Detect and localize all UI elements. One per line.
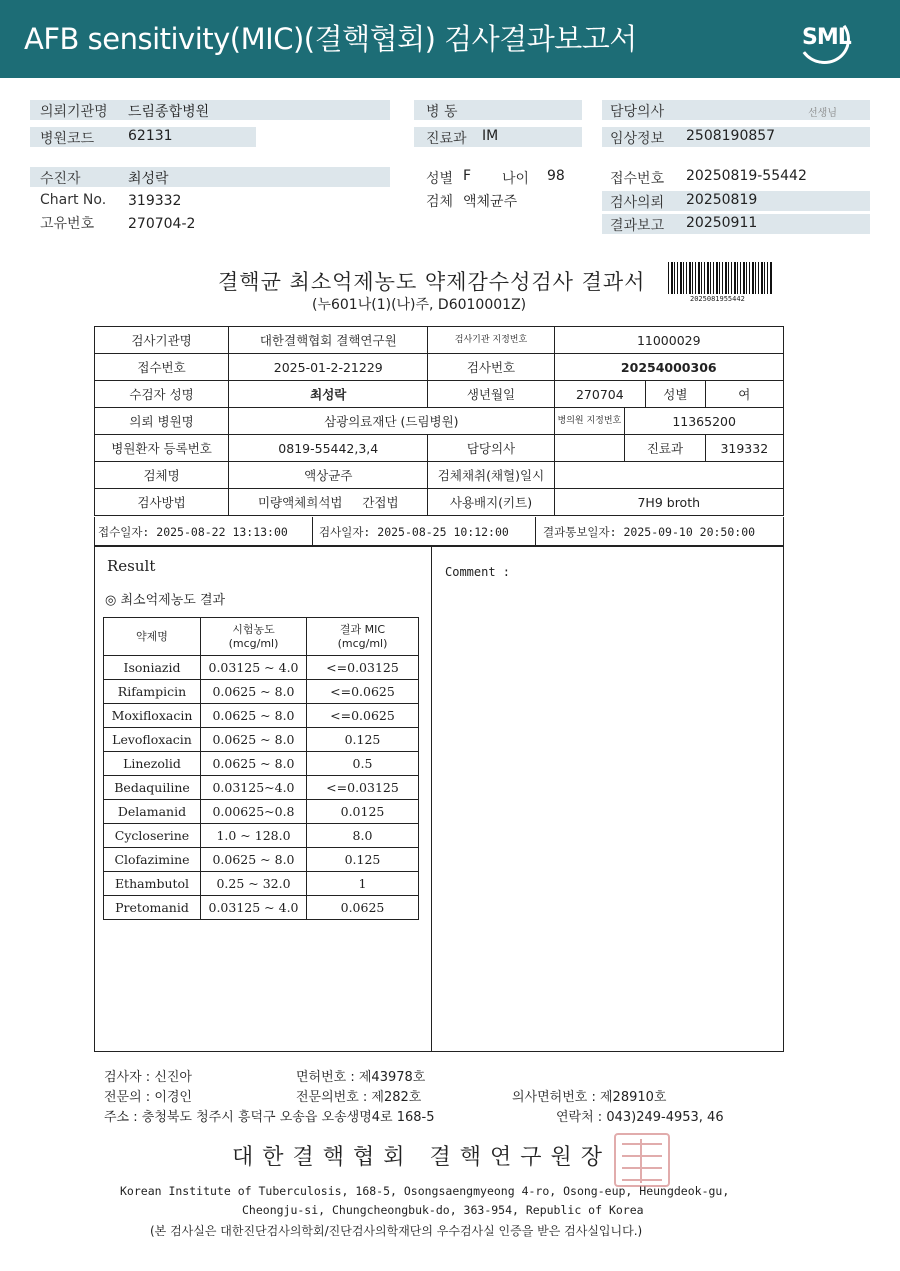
drug-name-cell: Linezolid (104, 752, 201, 776)
lab-label: 검사기관명 (95, 327, 229, 354)
sml-logo (794, 12, 856, 66)
patient-value: 최성락 (128, 171, 169, 187)
test-range-cell: 0.25 ~ 32.0 (201, 872, 307, 896)
range-header-text: 시험농도 (232, 622, 275, 636)
drug-name-cell: Bedaquiline (104, 776, 201, 800)
header-bar (0, 0, 900, 78)
lab-value: 대한결핵협회 결핵연구원 (229, 327, 428, 354)
report-label: 결과보고 (610, 218, 665, 234)
hospital-name-label: 의뢰 병원명 (95, 408, 229, 435)
comment-label: Comment : (445, 565, 511, 579)
test-no-value: 20254000306 (554, 354, 783, 381)
range-header-unit: (mcg/ml) (228, 636, 279, 650)
report-subtitle: (누601나(1)(나)주, D6010001Z) (312, 297, 527, 313)
drug-name-cell: Clofazimine (104, 848, 201, 872)
institution-label: 의뢰기관명 (40, 104, 108, 120)
hospital-code-value: 62131 (128, 128, 173, 144)
mic-header-row (104, 618, 419, 656)
doctor-cell-value (554, 435, 625, 462)
receipt-value: 20250819-55442 (686, 168, 807, 184)
receipt-label: 접수번호 (610, 171, 665, 187)
mic-result-cell: 0.0625 (307, 896, 419, 920)
collect-label: 검체채취(채혈)일시 (428, 462, 554, 489)
mic-header (307, 618, 419, 656)
mic-result-cell: 1 (307, 872, 419, 896)
dates-row (94, 517, 784, 546)
license-no: 면허번호 : 제43978호 (296, 1070, 426, 1085)
test-range-cell: 0.03125~4.0 (201, 776, 307, 800)
lab-code-value: 11000029 (554, 327, 783, 354)
clinical-label: 임상정보 (610, 131, 665, 147)
drug-name-cell: Isoniazid (104, 656, 201, 680)
drug-name-cell: Delamanid (104, 800, 201, 824)
patient-bar (30, 167, 390, 187)
certification-note: (본 검사실은 대한진단검사의학회/진단검사의학재단의 우수검사실 인증을 받은 검사실입니다.) (150, 1224, 643, 1238)
test-range-cell: 0.00625~0.8 (201, 800, 307, 824)
specialist: 전문의 : 이경인 (104, 1090, 192, 1105)
mic-result-cell: <=0.03125 (307, 776, 419, 800)
drug-name-cell: Levofloxacin (104, 728, 201, 752)
age-value: 98 (547, 168, 565, 184)
test-range-cell: 0.0625 ~ 8.0 (201, 680, 307, 704)
drug-name-cell: Ethambutol (104, 872, 201, 896)
mic-row (104, 848, 419, 872)
mic-result-cell: 0.0125 (307, 800, 419, 824)
hospital-designation-label: 병의원 지정번호 (554, 408, 625, 435)
specimen-value: 액체균주 (463, 194, 518, 210)
sex-value-cell: 여 (705, 381, 783, 408)
lab-code-label: 검사기관 지정번호 (428, 327, 554, 354)
mic-row (104, 776, 419, 800)
mic-row (104, 728, 419, 752)
method-label: 검사방법 (95, 489, 229, 516)
hospital-code-label: 병원코드 (40, 131, 95, 147)
test-range-cell: 0.03125 ~ 4.0 (201, 896, 307, 920)
date-divider (312, 517, 313, 545)
range-header (201, 618, 307, 656)
specimen-name-label: 검체명 (95, 462, 229, 489)
ward-label: 병 동 (426, 104, 458, 120)
test-range-cell: 1.0 ~ 128.0 (201, 824, 307, 848)
address: 주소 : 충청북도 청주시 흥덕구 오송읍 오송생명4로 168-5 (104, 1110, 435, 1125)
logo-text: SML (802, 25, 851, 50)
mic-row (104, 872, 419, 896)
method-secondary: 간접법 (362, 495, 399, 510)
drug-name-cell: Cycloserine (104, 824, 201, 848)
test-date: 검사일자: 2025-08-25 10:12:00 (319, 525, 509, 539)
receipt-no-value: 2025-01-2-21229 (229, 354, 428, 381)
receipt-no-label: 접수번호 (95, 354, 229, 381)
mic-result-cell: 0.5 (307, 752, 419, 776)
drug-name-cell: Rifampicin (104, 680, 201, 704)
mic-row (104, 824, 419, 848)
sex-label-cell: 성별 (646, 381, 705, 408)
test-range-cell: 0.0625 ~ 8.0 (201, 848, 307, 872)
mic-result-cell: <=0.0625 (307, 704, 419, 728)
drug-name-cell: Moxifloxacin (104, 704, 201, 728)
institution-value: 드림종합병원 (128, 104, 210, 120)
doctor-license: 의사면허번호 : 제28910호 (512, 1090, 667, 1105)
result-box (94, 546, 784, 1052)
birth-label: 생년월일 (428, 381, 554, 408)
mic-row (104, 656, 419, 680)
hospital-name-value: 삼광의료재단 (드림병원) (229, 408, 554, 435)
mic-result-cell: <=0.03125 (307, 656, 419, 680)
mic-header-unit: (mcg/ml) (337, 636, 388, 650)
unique-label: 고유번호 (40, 216, 95, 232)
phone: 연락처 : 043)249-4953, 46 (556, 1110, 724, 1125)
dept-cell-value: 319332 (705, 435, 783, 462)
mic-header-text: 결과 MIC (339, 622, 386, 636)
english-address-line1: Korean Institute of Tuberculosis, 168-5, Osongsaengmyeong 4-ro, Osong-eup, Heungdeok-gu, (120, 1184, 730, 1198)
age-label: 나이 (502, 171, 530, 187)
doctor-cell-label: 담당의사 (428, 435, 554, 462)
mic-row (104, 704, 419, 728)
method-value (229, 489, 428, 516)
dept-label: 진료과 (426, 131, 467, 147)
mic-result-cell: 0.125 (307, 728, 419, 752)
test-range-cell: 0.0625 ~ 8.0 (201, 752, 307, 776)
dept-cell-label: 진료과 (625, 435, 705, 462)
method-primary: 미량액체희석법 (257, 495, 343, 510)
collect-value (554, 462, 783, 489)
doctor-label: 담당의사 (610, 104, 665, 120)
kit-value: 7H9 broth (554, 489, 783, 516)
result-heading: Result (107, 557, 156, 575)
name-value: 최성락 (229, 381, 428, 408)
english-address-line2: Cheongju-si, Chungcheongbuk-do, 363-954, Republic of Korea (242, 1203, 644, 1217)
report-title: 결핵균 최소억제농도 약제감수성검사 결과서 (218, 270, 646, 294)
birth-value: 270704 (554, 381, 646, 408)
test-no-label: 검사번호 (428, 354, 554, 381)
sex-value: F (463, 168, 472, 184)
barcode-number: 2025081955442 (690, 295, 745, 303)
request-label: 검사의뢰 (610, 195, 665, 211)
drug-header: 약제명 (104, 618, 201, 656)
official-seal-icon (614, 1133, 670, 1187)
dept-value: IM (482, 128, 499, 144)
report-info-table (94, 326, 784, 516)
result-subheading: ◎ 최소억제농도 결과 (105, 593, 226, 608)
chart-value: 319332 (128, 193, 182, 209)
test-range-cell: 0.03125 ~ 4.0 (201, 656, 307, 680)
notify-date: 결과통보일자: 2025-09-10 20:50:00 (543, 525, 756, 539)
doctor-suffix: 선생님 (808, 108, 837, 119)
patient-reg-value: 0819-55442,3,4 (229, 435, 428, 462)
test-range-cell: 0.0625 ~ 8.0 (201, 728, 307, 752)
patient-reg-label: 병원환자 등록번호 (95, 435, 229, 462)
specialist-no: 전문의번호 : 제282호 (296, 1090, 422, 1105)
mic-result-cell: 0.125 (307, 848, 419, 872)
mic-result-cell: <=0.0625 (307, 680, 419, 704)
mic-row (104, 680, 419, 704)
name-label: 수검자 성명 (95, 381, 229, 408)
specimen-label: 검체 (426, 194, 454, 210)
sex-label: 성별 (426, 171, 454, 187)
patient-label: 수진자 (40, 171, 81, 187)
barcode-icon (668, 262, 772, 294)
drug-name-cell: Pretomanid (104, 896, 201, 920)
page-title: AFB sensitivity(MIC)(결핵협회) 검사결과보고서 (24, 22, 637, 56)
mic-table (103, 617, 419, 920)
result-divider (431, 547, 432, 1051)
organization-name: 대한결핵협회 결핵연구원장 (232, 1145, 612, 1170)
mic-row (104, 896, 419, 920)
clinical-value: 2508190857 (686, 128, 776, 144)
specimen-name-value: 액상균주 (229, 462, 428, 489)
unique-value: 270704-2 (128, 216, 196, 232)
test-range-cell: 0.0625 ~ 8.0 (201, 704, 307, 728)
chart-label: Chart No. (40, 192, 107, 208)
mic-row (104, 800, 419, 824)
receipt-date: 접수일자: 2025-08-22 13:13:00 (98, 525, 288, 539)
mic-result-cell: 8.0 (307, 824, 419, 848)
tester: 검사자 : 신진아 (104, 1070, 192, 1085)
report-value: 20250911 (686, 215, 758, 231)
kit-label: 사용배지(키트) (428, 489, 554, 516)
request-value: 20250819 (686, 192, 758, 208)
mic-row (104, 752, 419, 776)
date-divider (535, 517, 536, 545)
hospital-designation-value: 11365200 (625, 408, 784, 435)
